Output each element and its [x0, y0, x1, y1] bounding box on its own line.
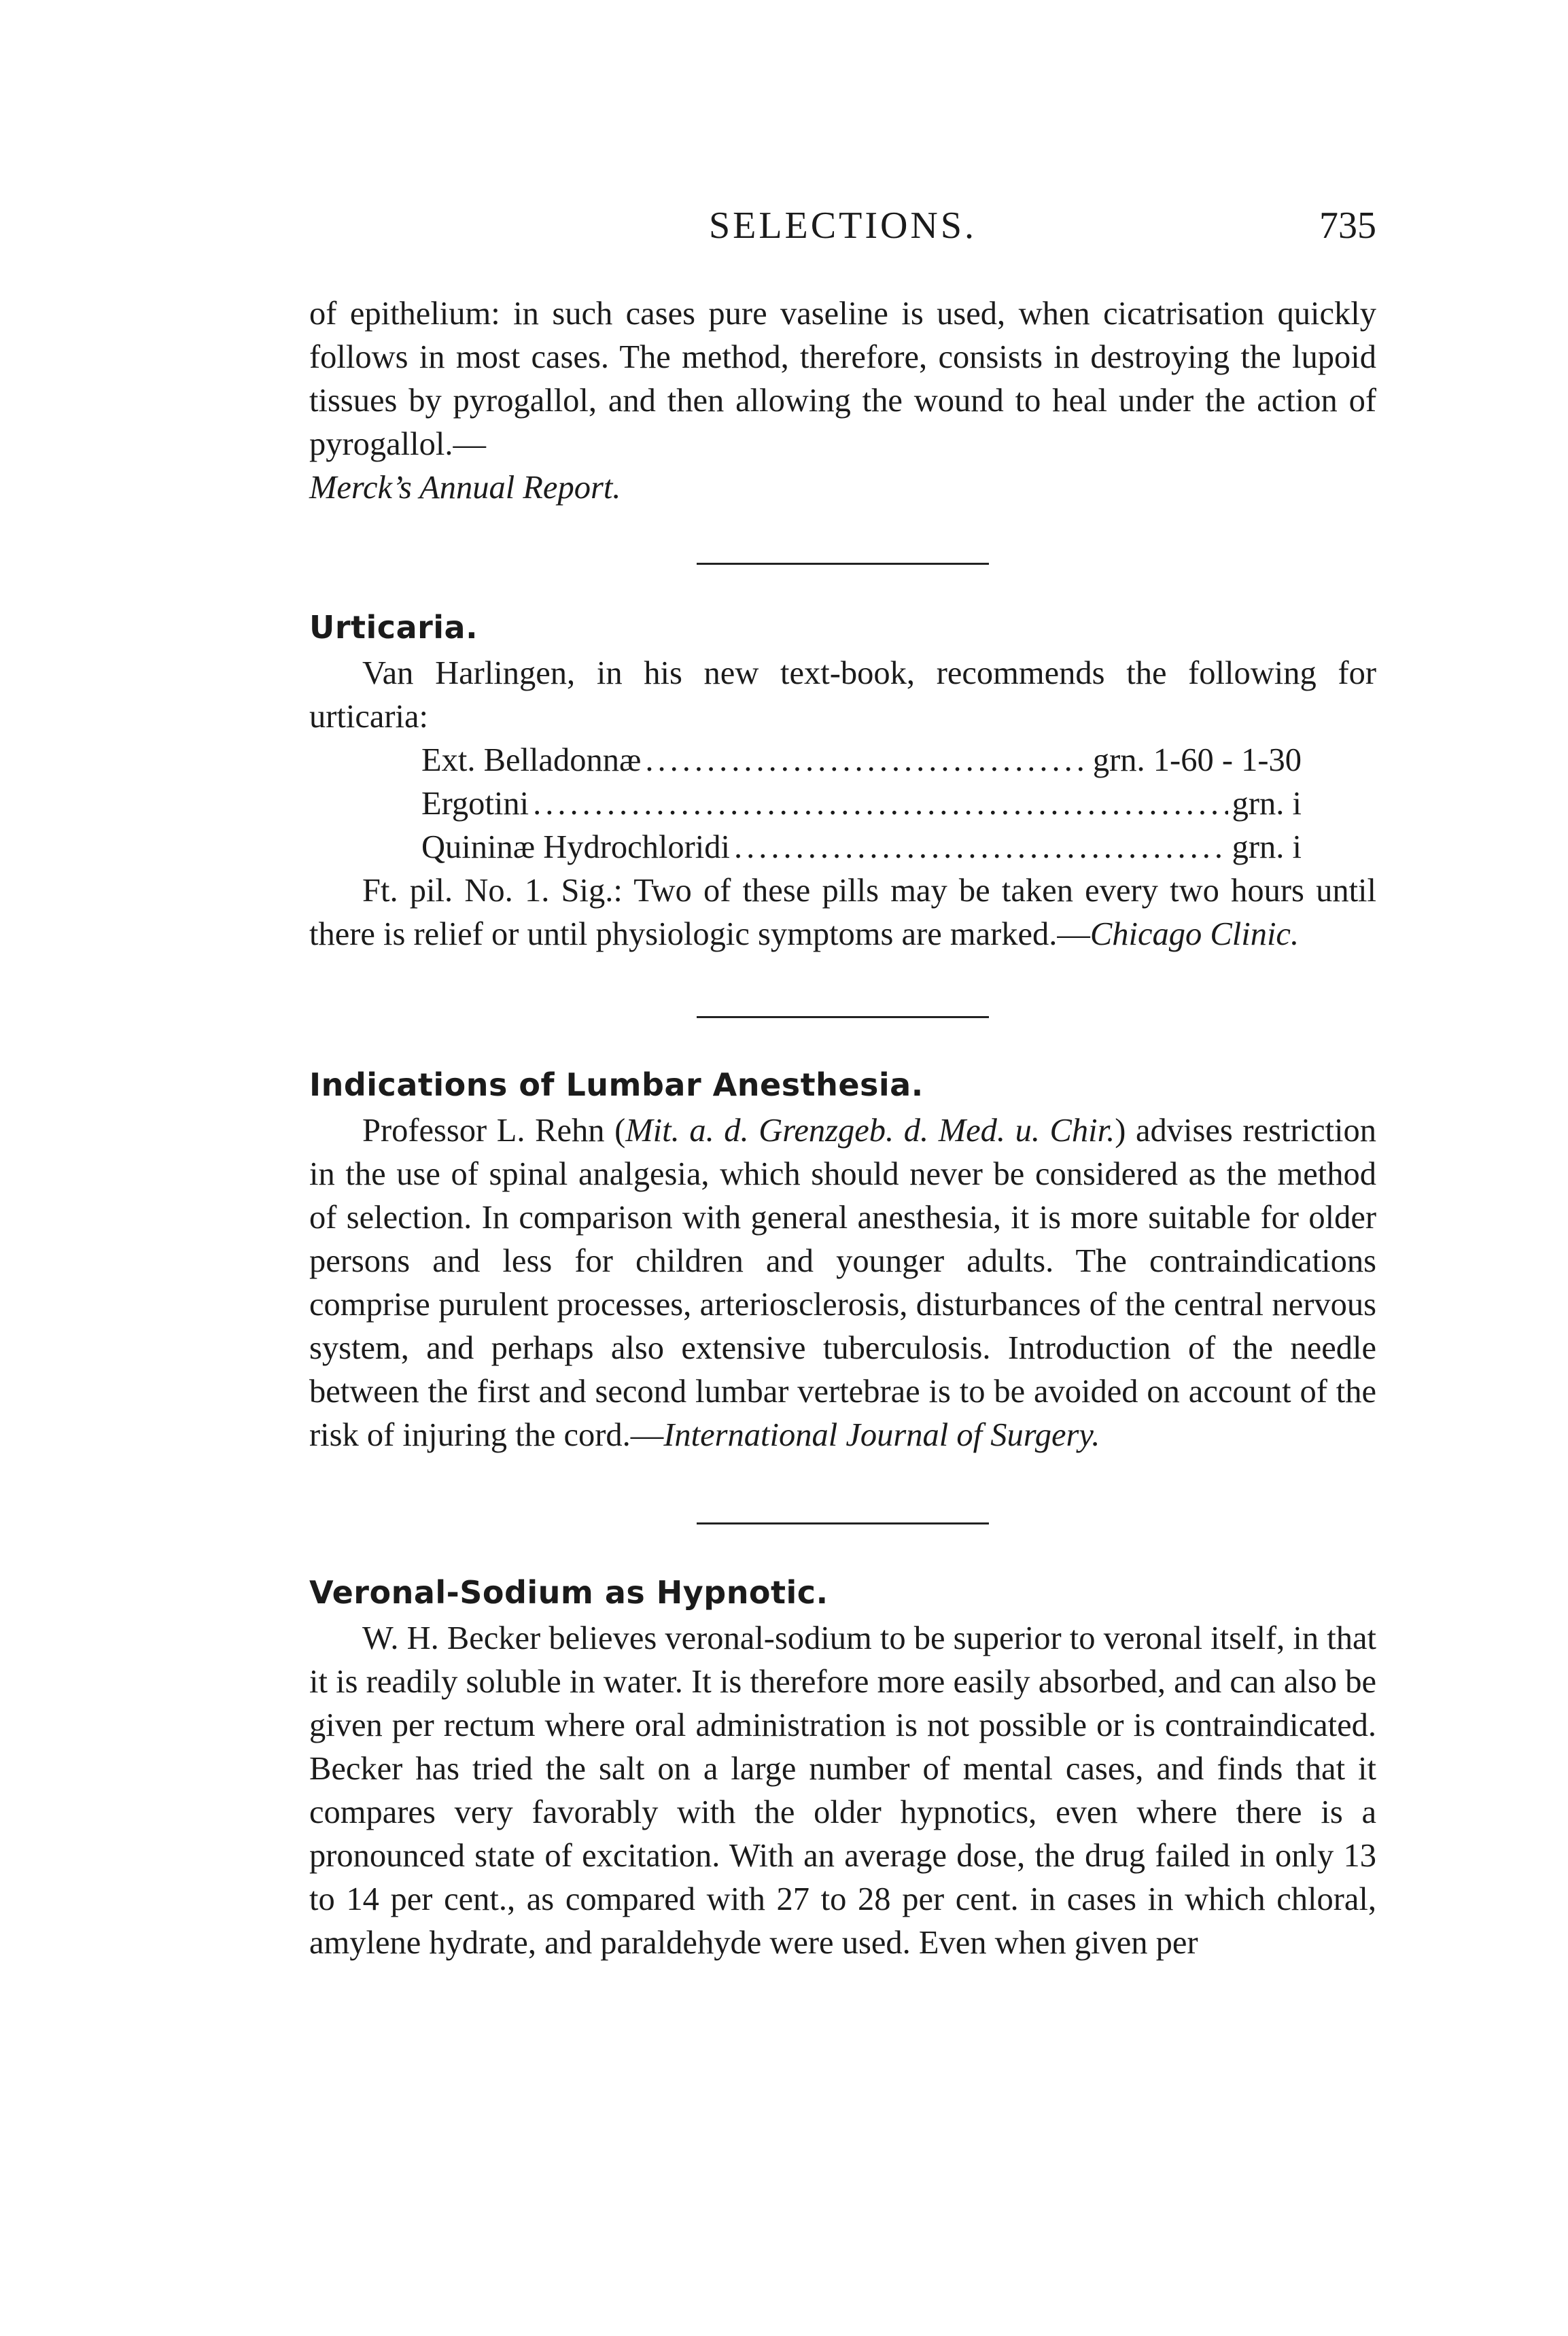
section-paragraph: Van Harlingen, in his new text-book, recommends the following for urticaria:	[309, 655, 1376, 735]
prescription-line	[421, 826, 1302, 869]
section-heading: Indications of Lumbar Anesthesia.	[309, 1066, 924, 1103]
prescription-list	[421, 739, 1302, 869]
prescription-dose: grn. i	[1232, 786, 1302, 822]
source-citation: Merck’s Annual Report.	[309, 470, 621, 506]
section-paragraph-text: Professor L. Rehn (	[362, 1113, 626, 1149]
source-citation: Chicago Clinic.	[1090, 916, 1300, 952]
section-heading: Urticaria.	[309, 609, 478, 646]
section-paragraph: W. H. Becker believes veronal-sodium to be superior to veronal itself, in that it is readily soluble in water. It is therefore more easily absorbed, and can also be given per rectum where oral administration is not possible or is contraindicated. Becker has tried the salt on a large number of mental cases, and finds that it compares very favorably with the older hypnotics, even where there is a pronounced state of excitation. With an average dose, the drug failed in only 13 to 14 per cent., as compared with 27 to 28 per cent. in cases in which chloral, amylene hydrate, and paraldehyde were used. Even when given per	[309, 1620, 1376, 1961]
page-content	[309, 292, 1376, 1965]
dot-leader	[645, 739, 1089, 782]
prescription-dose: grn. 1-60 - 1-30	[1092, 742, 1302, 778]
section-urticaria	[309, 606, 1376, 956]
section-veronal-sodium	[309, 1571, 1376, 1965]
section-divider	[697, 563, 989, 565]
prescription-dose: grn. i	[1232, 829, 1302, 865]
section-paragraph	[309, 869, 1376, 956]
page-number: 735	[1319, 205, 1376, 247]
continued-paragraph-text: of epithelium: in such cases pure vaseline is used, when cicatrisation quickly follows in most cases. The method, therefore, consists in destroying the lupoid tissues by pyrogallol, and then allowing the wound to heal under the action of pyrogallol.—	[309, 296, 1376, 462]
prescription-line	[421, 782, 1302, 826]
prescription-drug: Quininæ Hydrochloridi	[421, 829, 730, 865]
section-paragraph-text: Ft. pil. No. 1. Sig.: Two of these pills may be taken every two hours until there is relief or until physiologic symptoms are marked.—	[309, 873, 1376, 952]
dot-leader	[734, 826, 1228, 869]
prescription-line	[421, 739, 1302, 782]
section-heading: Veronal-Sodium as Hypnotic.	[309, 1574, 829, 1611]
continued-paragraph	[309, 292, 1376, 510]
prescription-drug: Ext. Belladonnæ	[421, 742, 642, 778]
journal-citation: Mit. a. d. Grenzgeb. d. Med. u. Chir.	[625, 1113, 1115, 1149]
section-paragraph	[309, 1109, 1376, 1457]
section-divider	[697, 1522, 989, 1524]
page-header	[309, 204, 1376, 265]
source-citation: International Journal of Surgery.	[663, 1417, 1100, 1453]
running-title: SELECTIONS.	[709, 205, 977, 247]
prescription-drug: Ergotini	[421, 786, 529, 822]
section-lumbar-anesthesia	[309, 1063, 1376, 1457]
section-divider	[697, 1016, 989, 1018]
dot-leader	[533, 782, 1228, 826]
section-paragraph-text: ) advises restriction in the use of spinal analgesia, which should never be considered as the method of selection. In comparison with general anesthesia, it is more suitable for older persons and less for children and younger adults. The contraindications comprise purulent processes, arteriosclerosis, disturbances of the central nervous system, and perhaps also extensive tuberculosis. Introduction of the needle between the first and second lumbar vertebrae is to be avoided on account of the risk of injuring the cord.—	[309, 1113, 1376, 1453]
